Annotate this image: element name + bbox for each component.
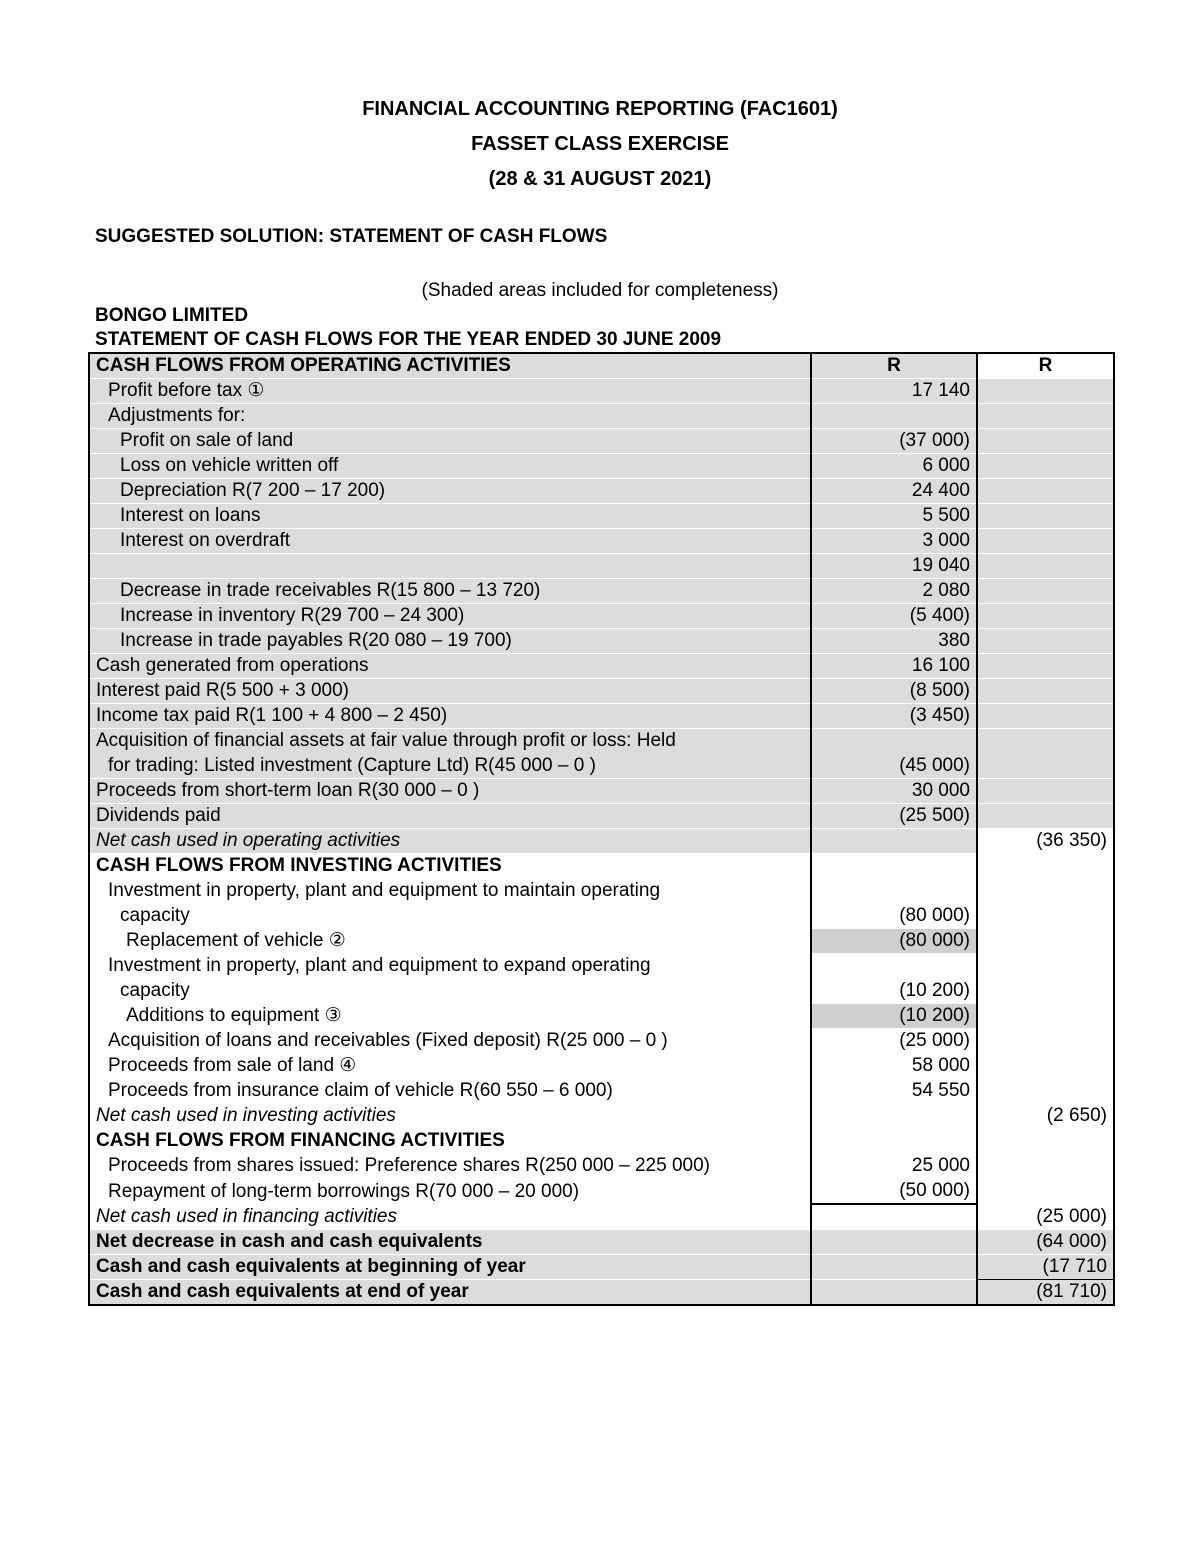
row-label: for trading: Listed investment (Capture Ltd) R(45 000 – 0 ) — [89, 754, 811, 779]
row-amount — [811, 879, 977, 904]
row-total — [977, 504, 1114, 529]
closing-balance-value: (81 710) — [977, 1279, 1114, 1305]
row-amount: 3 000 — [811, 529, 977, 554]
row-amount: (80 000) — [811, 904, 977, 929]
row-total — [977, 779, 1114, 804]
row-label: Depreciation R(7 200 – 17 200) — [89, 479, 811, 504]
table-row — [89, 804, 1114, 829]
row-total — [977, 404, 1114, 429]
row-amount: 19 040 — [811, 554, 977, 579]
row-label: Repayment of long-term borrowings R(70 000 – 20 000) — [89, 1179, 811, 1205]
row-amount — [811, 729, 977, 754]
table-row — [89, 654, 1114, 679]
row-label: Decrease in trade receivables R(15 800 – 13 720) — [89, 579, 811, 604]
table-row — [89, 1254, 1114, 1279]
table-row — [89, 704, 1114, 729]
row-amount: (80 000) — [811, 929, 977, 954]
net-decrease-value: (64 000) — [977, 1229, 1114, 1254]
row-amount: (25 000) — [811, 1029, 977, 1054]
row-label: capacity — [89, 979, 811, 1004]
row-label: Profit on sale of land — [89, 429, 811, 454]
row-label: Dividends paid — [89, 804, 811, 829]
row-amount: 54 550 — [811, 1079, 977, 1104]
row-label — [89, 554, 811, 579]
row-total — [977, 904, 1114, 929]
row-amount: (8 500) — [811, 679, 977, 704]
row-amount: 30 000 — [811, 779, 977, 804]
section-heading: CASH FLOWS FROM OPERATING ACTIVITIES — [89, 353, 811, 379]
row-amount: (45 000) — [811, 754, 977, 779]
row-total — [977, 554, 1114, 579]
table-row — [89, 579, 1114, 604]
row-total — [977, 879, 1114, 904]
table-row — [89, 829, 1114, 854]
table-row — [89, 1104, 1114, 1129]
table-row — [89, 479, 1114, 504]
row-label: Investment in property, plant and equipment to expand operating — [89, 954, 811, 979]
row-label: Increase in inventory R(29 700 – 24 300) — [89, 604, 811, 629]
row-total — [977, 754, 1114, 779]
row-total — [977, 979, 1114, 1004]
row-amount: (50 000) — [811, 1179, 977, 1205]
table-row — [89, 879, 1114, 904]
section-subtotal-label: Net cash used in operating activities — [89, 829, 811, 854]
table-row — [89, 754, 1114, 779]
table-row — [89, 1079, 1114, 1104]
total-label: Cash and cash equivalents at end of year — [89, 1279, 811, 1305]
row-label: Proceeds from short-term loan R(30 000 – 0 ) — [89, 779, 811, 804]
row-total — [977, 529, 1114, 554]
row-amount — [811, 404, 977, 429]
row-total — [977, 579, 1114, 604]
section-subtotal-label: Net cash used in financing activities — [89, 1204, 811, 1229]
table-row — [89, 1054, 1114, 1079]
statement-title: STATEMENT OF CASH FLOWS FOR THE YEAR ENDED 30 JUNE 2009 — [95, 329, 722, 350]
row-amount: 58 000 — [811, 1054, 977, 1079]
row-total — [977, 729, 1114, 754]
section-heading: CASH FLOWS FROM FINANCING ACTIVITIES — [89, 1129, 811, 1154]
table-row — [89, 1154, 1114, 1179]
row-total — [977, 954, 1114, 979]
row-amount: (10 200) — [811, 979, 977, 1004]
row-amount: 2 080 — [811, 579, 977, 604]
row-total — [977, 1079, 1114, 1104]
row-label: Increase in trade payables R(20 080 – 19 700) — [89, 629, 811, 654]
row-total — [977, 1129, 1114, 1154]
table-row — [89, 1229, 1114, 1254]
section-heading: CASH FLOWS FROM INVESTING ACTIVITIES — [89, 854, 811, 879]
row-total — [977, 629, 1114, 654]
cash-flow-table — [88, 352, 1115, 1306]
row-label: Interest on loans — [89, 504, 811, 529]
table-row — [89, 379, 1114, 404]
table-row — [89, 904, 1114, 929]
row-total — [977, 1054, 1114, 1079]
table-row — [89, 1204, 1114, 1229]
table-row — [89, 529, 1114, 554]
row-label: Additions to equipment ③ — [89, 1004, 811, 1029]
section-subtotal-label: Net cash used in investing activities — [89, 1104, 811, 1129]
section-subtotal: (25 000) — [977, 1204, 1114, 1229]
col1-header: R — [811, 353, 977, 379]
doc-date: (28 & 31 AUGUST 2021) — [488, 168, 712, 190]
table-row — [89, 1179, 1114, 1205]
row-total — [977, 929, 1114, 954]
row-label: Proceeds from insurance claim of vehicle R(60 550 – 6 000) — [89, 1079, 811, 1104]
opening-balance-value: (17 710 — [977, 1254, 1114, 1279]
row-amount: (5 400) — [811, 604, 977, 629]
row-total — [977, 1154, 1114, 1179]
row-amount — [811, 1254, 977, 1279]
row-amount: 380 — [811, 629, 977, 654]
row-total — [977, 1179, 1114, 1205]
table-row — [89, 929, 1114, 954]
table-row — [89, 629, 1114, 654]
row-amount — [811, 1129, 977, 1154]
row-label: Interest on overdraft — [89, 529, 811, 554]
row-amount: (10 200) — [811, 1004, 977, 1029]
row-amount — [811, 1204, 977, 1229]
table-row — [89, 679, 1114, 704]
total-label: Cash and cash equivalents at beginning of year — [89, 1254, 811, 1279]
row-label: Profit before tax ① — [89, 379, 811, 404]
row-total — [977, 679, 1114, 704]
row-amount: (25 500) — [811, 804, 977, 829]
row-total — [977, 429, 1114, 454]
row-label: capacity — [89, 904, 811, 929]
table-row — [89, 954, 1114, 979]
row-amount — [811, 829, 977, 854]
table-row — [89, 1004, 1114, 1029]
row-amount: (3 450) — [811, 704, 977, 729]
table-row — [89, 1129, 1114, 1154]
row-amount: 6 000 — [811, 454, 977, 479]
table-row — [89, 854, 1114, 879]
row-total — [977, 1004, 1114, 1029]
row-total — [977, 804, 1114, 829]
row-total — [977, 479, 1114, 504]
section-subtotal: (36 350) — [977, 829, 1114, 854]
table-row — [89, 504, 1114, 529]
row-total — [977, 379, 1114, 404]
row-total — [977, 604, 1114, 629]
col2-header: R — [977, 353, 1114, 379]
row-label: Replacement of vehicle ② — [89, 929, 811, 954]
solution-heading: SUGGESTED SOLUTION: STATEMENT OF CASH FLOWS — [95, 226, 608, 247]
row-amount — [811, 854, 977, 879]
row-amount: 5 500 — [811, 504, 977, 529]
row-label: Acquisition of loans and receivables (Fixed deposit) R(25 000 – 0 ) — [89, 1029, 811, 1054]
row-label: Acquisition of financial assets at fair value through profit or loss: Held — [89, 729, 811, 754]
row-amount: (37 000) — [811, 429, 977, 454]
table-row — [89, 353, 1114, 379]
row-total — [977, 654, 1114, 679]
row-label: Proceeds from shares issued: Preference shares R(250 000 – 225 000) — [89, 1154, 811, 1179]
table-row — [89, 1029, 1114, 1054]
shading-note: (Shaded areas included for completeness) — [421, 280, 779, 301]
row-label: Investment in property, plant and equipment to maintain operating — [89, 879, 811, 904]
row-label: Cash generated from operations — [89, 654, 811, 679]
row-label: Income tax paid R(1 100 + 4 800 – 2 450) — [89, 704, 811, 729]
doc-subtitle: FASSET CLASS EXERCISE — [471, 133, 729, 155]
row-total — [977, 454, 1114, 479]
row-amount — [811, 954, 977, 979]
total-label: Net decrease in cash and cash equivalents — [89, 1229, 811, 1254]
row-amount — [811, 1279, 977, 1305]
row-label: Adjustments for: — [89, 404, 811, 429]
row-label: Proceeds from sale of land ④ — [89, 1054, 811, 1079]
row-amount — [811, 1229, 977, 1254]
row-total — [977, 704, 1114, 729]
row-label: Interest paid R(5 500 + 3 000) — [89, 679, 811, 704]
table-row — [89, 729, 1114, 754]
table-row — [89, 604, 1114, 629]
table-row — [89, 554, 1114, 579]
section-subtotal: (2 650) — [977, 1104, 1114, 1129]
company-name: BONGO LIMITED — [95, 305, 249, 326]
row-amount: 17 140 — [811, 379, 977, 404]
row-label: Loss on vehicle written off — [89, 454, 811, 479]
table-row — [89, 429, 1114, 454]
row-amount: 24 400 — [811, 479, 977, 504]
table-row — [89, 779, 1114, 804]
table-row — [89, 1279, 1114, 1305]
table-row — [89, 979, 1114, 1004]
row-amount: 16 100 — [811, 654, 977, 679]
row-amount: 25 000 — [811, 1154, 977, 1179]
row-total — [977, 1029, 1114, 1054]
table-row — [89, 404, 1114, 429]
doc-title: FINANCIAL ACCOUNTING REPORTING (FAC1601) — [362, 98, 838, 120]
row-total — [977, 854, 1114, 879]
table-row — [89, 454, 1114, 479]
row-amount — [811, 1104, 977, 1129]
